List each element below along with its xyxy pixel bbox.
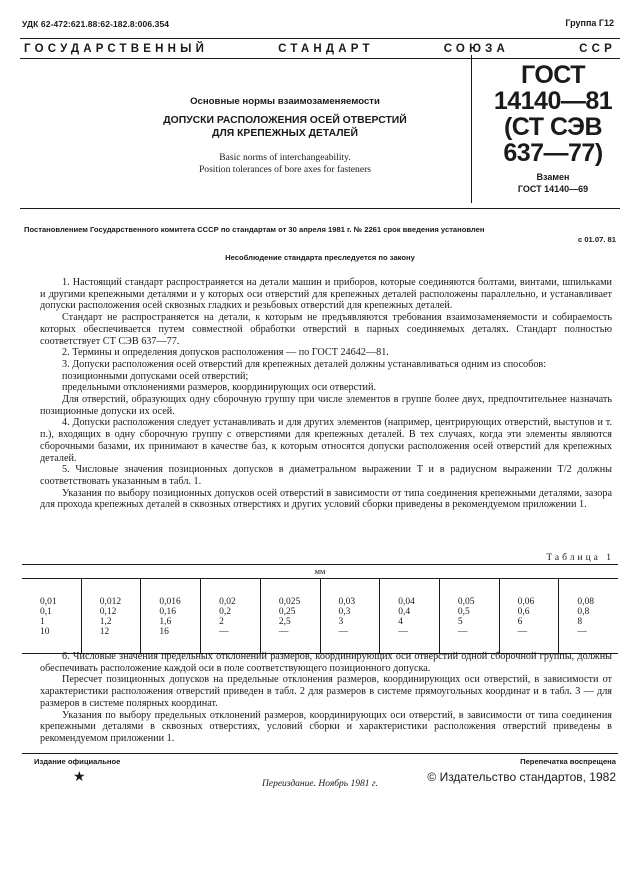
- table-column: [22, 579, 82, 653]
- table-column: [141, 579, 201, 653]
- paragraph: Указания по выбору позиционных допусков осей отверстий в зависимости от типа соединения крепежными деталями, зазора для прохода крепежных деталей в сквозных отверстиях и других условий сборки приведены в рекомендуемом приложении 1.: [40, 487, 612, 511]
- replaces-value: ГОСТ 14140—69: [517, 184, 589, 194]
- document-title: [110, 114, 460, 140]
- copyright: © Издательство стандартов, 1982: [427, 770, 616, 784]
- body-text-2: [40, 651, 612, 745]
- gost-divider: [471, 55, 472, 203]
- table-caption: Таблица 1: [546, 553, 614, 563]
- table-cell: 0,06: [517, 597, 535, 607]
- table-cell: 0,01: [40, 597, 57, 607]
- title-line: ДОПУСКИ РАСПОЛОЖЕНИЯ ОСЕЙ ОТВЕРСТИЙ: [163, 115, 407, 126]
- table-cell: 0,02: [219, 597, 236, 607]
- title-line: ДЛЯ КРЕПЕЖНЫХ ДЕТАЛЕЙ: [212, 128, 358, 139]
- table-cell: 0,03: [338, 597, 356, 607]
- table-cell: 0,1: [40, 607, 52, 617]
- table-column: [201, 579, 261, 653]
- table-column: [82, 579, 142, 653]
- banner-word: ССР: [579, 43, 616, 55]
- table-column: [559, 579, 618, 653]
- reissue-note: Переиздание. Ноябрь 1981 г.: [262, 779, 378, 789]
- banner-word: СТАНДАРТ: [278, 43, 374, 55]
- paragraph: 5. Числовые значения позиционных допусков в диаметральном выражении T и в радиусном выражении T/2 должны соответствовать указанным в табл. 1.: [40, 464, 612, 487]
- table-cell: —: [517, 627, 528, 637]
- body-text: [40, 277, 612, 511]
- star-icon: ★: [73, 770, 86, 785]
- gost-line: (СТ СЭВ: [503, 113, 603, 141]
- table-cell: 8: [577, 617, 583, 627]
- paragraph: предельными отклонениями размеров, координирующих оси отверстий.: [62, 382, 377, 394]
- table-cell: 0,08: [577, 597, 594, 607]
- table-cell: 1: [40, 617, 45, 627]
- official-edition: Издание официальное: [34, 757, 121, 766]
- table-cell: 0,2: [219, 607, 231, 617]
- table-cell: —: [577, 627, 587, 637]
- decree-text: Постановлением Государственного комитета СССР по стандартам от 30 апреля 1981 г. № 2261 срок введения установлен: [24, 225, 485, 234]
- table-cell: 0,5: [457, 607, 470, 617]
- table-cell: 0,016: [159, 597, 181, 607]
- tolerance-table: [22, 564, 618, 654]
- gost-number: [478, 62, 628, 166]
- paragraph: 2. Термины и определения допусков расположения — по ГОСТ 24642—81.: [62, 347, 389, 359]
- paragraph: 6. Числовые значения предельных отклонений размеров, координирующих оси отверстий одной сборочной группы, должны обеспечивать расположение каждой оси в поле соответствующего позиционного допуска.: [40, 651, 612, 674]
- banner-word: ГОСУДАРСТВЕННЫЙ: [24, 43, 209, 55]
- table-cell: 0,16: [159, 607, 177, 617]
- table-cell: 0,4: [398, 607, 411, 617]
- table-unit: мм: [22, 564, 618, 579]
- table-cell: 0,025: [278, 597, 301, 607]
- gost-line: ГОСТ: [521, 61, 585, 89]
- paragraph: Стандарт не распространяется на детали, к которым не предъявляются требования взаимозаменяемости и собираемость которых обеспечивается путем совместной обработки отверстий в парных соединяемых деталях. Стандарт полностью соответствует СТ СЭВ 637—77.: [40, 312, 612, 347]
- paragraph: 1. Настоящий стандарт распространяется на детали машин и приборов, которые соединяются болтами, винтами, шпильками и другими крепежными деталями и у которых оси отверстий для крепежных деталей расположены параллельно, и устанавливает допуски расположения осей сквозных гладких и резьбовых отверстий для крепежных деталей.: [40, 277, 612, 312]
- table-cell: —: [457, 627, 468, 637]
- table-column: [380, 579, 440, 653]
- table-column: [321, 579, 381, 653]
- table-cell: 0,25: [278, 607, 296, 617]
- table-cell: 1,6: [159, 617, 172, 627]
- english-title-line: Position tolerances of bore axes for fasteners: [198, 164, 372, 175]
- reprint-prohibited: Перепечатка воспрещена: [520, 757, 616, 766]
- table-cell: 0,8: [577, 607, 590, 617]
- table-cell: 0,012: [99, 597, 122, 607]
- decree-date: с 01.07. 81: [577, 235, 616, 244]
- gost-line: 14140—81: [493, 87, 613, 115]
- header-bottom-rule: [20, 208, 620, 209]
- standard-banner: [24, 43, 616, 55]
- table-cell: —: [278, 627, 289, 637]
- table-cell: 3: [338, 617, 344, 627]
- group-code: Группа Г12: [565, 18, 614, 28]
- paragraph: 4. Допуски расположения следует устанавливать и для других элементов (например, центрирующих отверстий, выступов и т. п.), входящих в одну сборочную группу с отверстиями для крепежных деталей. В тех случаях, когда эти элементы являются сборочными базами, их принимают в качестве баз, к которым относятся допуски расположения осей отверстий для крепежных деталей.: [40, 417, 612, 464]
- table-cell: 6: [517, 617, 523, 627]
- footer-rule: [22, 753, 618, 754]
- english-title-line: Basic norms of interchangeability.: [219, 152, 351, 163]
- english-title: [110, 152, 460, 176]
- violation-notice: Несоблюдение стандарта преследуется по закону: [225, 253, 415, 262]
- replaces-label: Взамен: [536, 172, 570, 182]
- table-cell: 16: [159, 627, 169, 637]
- replaces-block: [478, 171, 628, 195]
- table-cell: 2: [219, 617, 224, 627]
- table-cell: 0,3: [338, 607, 351, 617]
- paragraph: Пересчет позиционных допусков на предельные отклонения размеров, координирующих оси отверстий, в зависимости от характеристики расположения отверстий приведен в табл. 2 для размеров в системе прямоугольных координат и в табл. 3 — для размеров в системе полярных координат.: [40, 674, 612, 709]
- table-cell: 10: [40, 627, 50, 637]
- table-column: [440, 579, 500, 653]
- table-cell: 0,05: [457, 597, 475, 607]
- paragraph: Для отверстий, образующих одну сборочную группу при числе элементов в группе более двух, предпочтительнее назначать позиционные допуски их осей.: [40, 394, 612, 417]
- banner-word: СОЮЗА: [443, 43, 510, 55]
- table-cell: 2,5: [278, 617, 291, 627]
- table-cell: 0,6: [517, 607, 530, 617]
- paragraph: Указания по выбору предельных отклонений размеров, координирующих оси отверстий, в зависимости от типа соединения крепежными деталями в сквозных отверстиях, условий сборки и характеристики расположения отверстий приведены в рекомендуемом приложении 1.: [40, 709, 612, 744]
- banner-rule: [20, 58, 620, 59]
- paragraph: позиционными допусками осей отверстий;: [62, 370, 249, 382]
- table-column: [500, 579, 560, 653]
- table-cell: 1,2: [99, 617, 112, 627]
- gost-line: 637—77): [503, 139, 603, 167]
- table-cell: 12: [99, 627, 110, 637]
- table-body: [22, 579, 618, 654]
- udk-code: УДК 62-472:621.88:62-182.8:006.354: [22, 19, 170, 29]
- table-cell: 4: [398, 617, 403, 627]
- title-series: Основные нормы взаимозаменяемости: [190, 96, 380, 107]
- top-rule: [20, 38, 620, 39]
- table-cell: —: [398, 627, 408, 637]
- table-cell: 0,04: [398, 597, 415, 607]
- table-cell: —: [338, 627, 349, 637]
- paragraph: 3. Допуски расположения осей отверстий для крепежных деталей должны устанавливаться одним из способов:: [62, 358, 547, 370]
- table-cell: 5: [457, 617, 463, 627]
- table-cell: 0,12: [99, 607, 117, 617]
- table-column: [261, 579, 321, 653]
- table-cell: —: [219, 627, 229, 637]
